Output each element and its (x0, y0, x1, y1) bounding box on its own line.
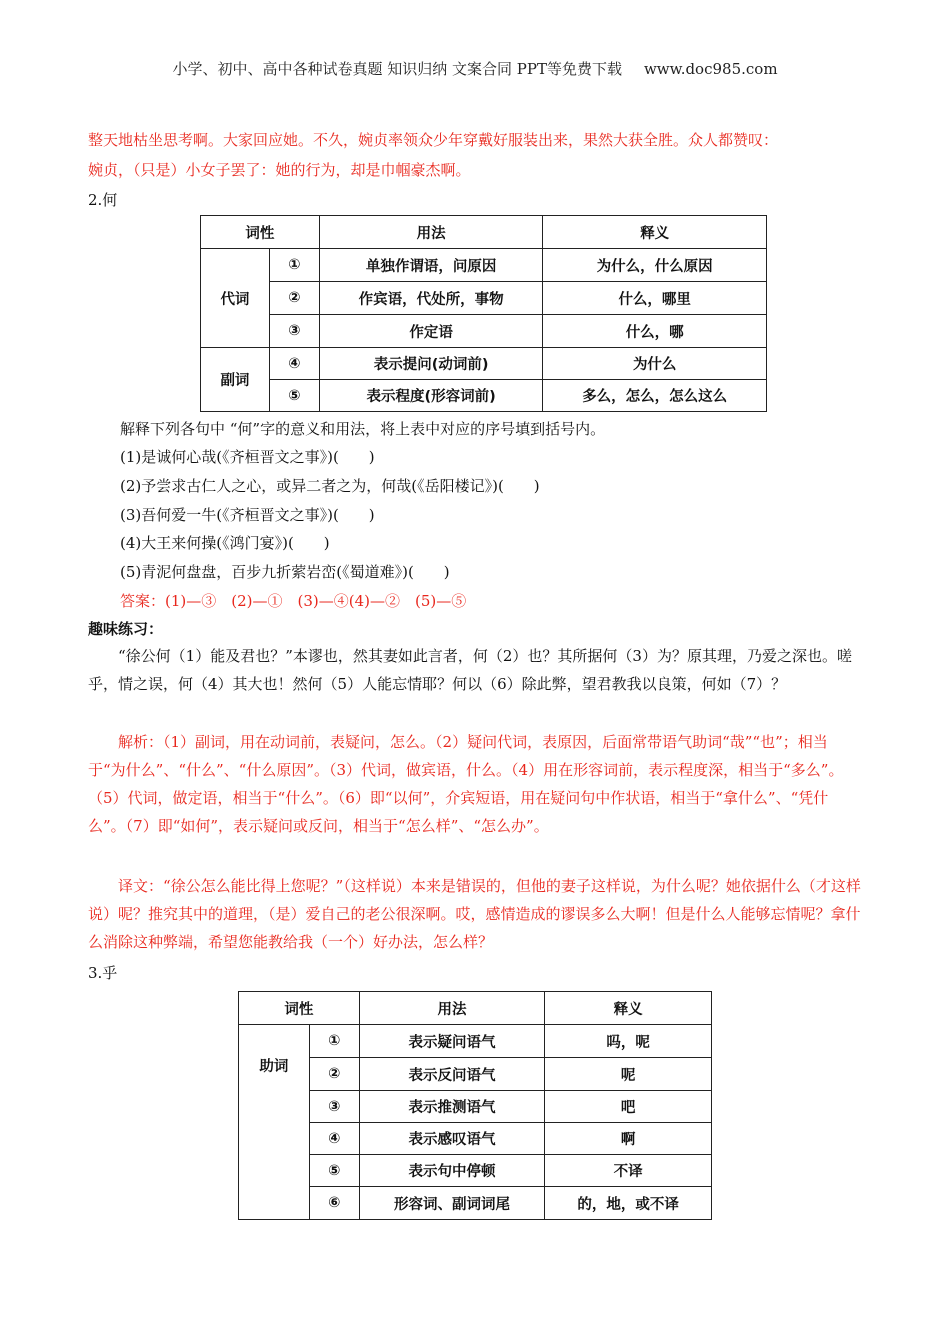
exercise-item: (1)是诚何心哉(《齐桓晋文之事》)( ) (120, 448, 375, 466)
usage-cell: 表示疑问语气 (359, 1025, 545, 1058)
meaning-cell: 呢 (545, 1058, 712, 1091)
intro-line-1: 整天地枯坐思考啊。大家回应她。不久，婉贞率领众少年穿戴好服装出来，果然大获全胜。众人都赞叹： (88, 131, 779, 149)
meaning-cell: 吧 (545, 1091, 712, 1123)
fun-analysis: 解析：（1）副词，用在动词前，表疑问，怎么。（2）疑问代词，表原因，后面常带语气助词“哉”“也”；相当于“为什么”、“什么”、“什么原因”。（3）代词，做宾语，什么。（4）用在形容词前，表示程度深，相当于“多么”。（5）代词，做定语，相当于“什么”。（6）即“以何”，介宾短语，用在疑问句中作状语，相当于“拿什么”、“凭什么”。（7）即“如何”，表示疑问或反问，相当于“怎么样”、“怎么办”。 (88, 733, 844, 835)
num-cell: ④ (269, 348, 319, 380)
num-cell: ③ (269, 315, 319, 348)
meaning-cell: 什么，哪里 (543, 282, 767, 315)
usage-cell: 表示感叹语气 (359, 1123, 545, 1155)
meaning-cell: 不译 (545, 1155, 712, 1187)
header-title: 小学、初中、高中各种试卷真题 知识归纳 文案合同 PPT等免费下载 (172, 60, 622, 78)
exercise-item: (5)青泥何盘盘，百步九折萦岩峦(《蜀道难》)( ) (120, 563, 450, 581)
section-heading-hu: 3.乎 (88, 964, 118, 982)
num-cell: ② (309, 1058, 359, 1091)
usage-cell: 作宾语，代处所，事物 (319, 282, 543, 315)
num-cell: ② (269, 282, 319, 315)
meaning-cell: 啊 (545, 1123, 712, 1155)
fun-translation: 译文：“徐公怎么能比得上您呢？”（这样说）本来是错误的，但他的妻子这样说，为什么呢？她依据什么（才这样说）呢？推究其中的道理，（是）爱自己的老公很深啊。哎，感情造成的谬误多么大啊！但是什么人能够忘情呢？拿什么消除这种弊端，希望您能教给我（一个）好办法，怎么样？ (88, 877, 861, 951)
table-header: 释义 (545, 992, 712, 1025)
pos-cell: 助词 (239, 1025, 310, 1220)
table-header: 词性 (201, 216, 320, 249)
exercise-item: (2)予尝求古仁人之心，或异二者之为，何哉(《岳阳楼记》)( ) (120, 477, 540, 495)
num-cell: ③ (309, 1091, 359, 1123)
usage-cell: 形容词、副词词尾 (359, 1187, 545, 1220)
usage-cell: 作定语 (319, 315, 543, 348)
num-cell: ⑤ (269, 380, 319, 412)
instruction-text: 解释下列各句中 “何”字的意义和用法，将上表中对应的序号填到括号内。 (120, 420, 606, 438)
header-site: www.doc985.com (643, 60, 778, 78)
pos-cell: 副词 (201, 348, 270, 412)
answer-text: 答案：(1)—③ (2)—① (3)—④(4)—② (5)—⑤ (120, 592, 467, 610)
pos-cell: 代词 (201, 249, 270, 348)
meaning-cell: 吗，呢 (545, 1025, 712, 1058)
usage-cell: 表示提问(动词前) (319, 348, 543, 380)
usage-cell: 表示句中停顿 (359, 1155, 545, 1187)
num-cell: ① (309, 1025, 359, 1058)
meaning-cell: 为什么 (543, 348, 767, 380)
he-usage-table (200, 215, 767, 412)
exercise-item: (3)吾何爱一牛(《齐桓晋文之事》)( ) (120, 506, 375, 524)
page-header (0, 58, 950, 79)
fun-heading: 趣味练习： (88, 620, 164, 638)
section-heading-he: 2.何 (88, 191, 118, 209)
fun-passage: “徐公何（1）能及君也？”本谬也，然其妻如此言者，何（2）也？其所据何（3）为？原其理，乃爱之深也。嗟乎，情之误，何（4）其大也！然何（5）人能忘情耶？何以（6）除此弊，望君教我以良策，何如（7）？ (88, 647, 852, 693)
usage-cell: 表示反问语气 (359, 1058, 545, 1091)
hu-usage-table (238, 991, 712, 1220)
meaning-cell: 什么，哪 (543, 315, 767, 348)
table-header: 词性 (239, 992, 360, 1025)
usage-cell: 表示推测语气 (359, 1091, 545, 1123)
exercise-item: (4)大王来何操(《鸿门宴》)( ) (120, 534, 330, 552)
num-cell: ⑤ (309, 1155, 359, 1187)
intro-line-2: 婉贞，（只是）小女子罢了：她的行为，却是巾帼豪杰啊。 (88, 161, 471, 179)
usage-cell: 表示程度(形容词前) (319, 380, 543, 412)
meaning-cell: 的，地，或不译 (545, 1187, 712, 1220)
usage-cell: 单独作谓语，问原因 (319, 249, 543, 282)
meaning-cell: 为什么，什么原因 (543, 249, 767, 282)
num-cell: ⑥ (309, 1187, 359, 1220)
num-cell: ④ (309, 1123, 359, 1155)
meaning-cell: 多么，怎么，怎么这么 (543, 380, 767, 412)
table-header: 释义 (543, 216, 767, 249)
num-cell: ① (269, 249, 319, 282)
table-header: 用法 (359, 992, 545, 1025)
table-header: 用法 (319, 216, 543, 249)
